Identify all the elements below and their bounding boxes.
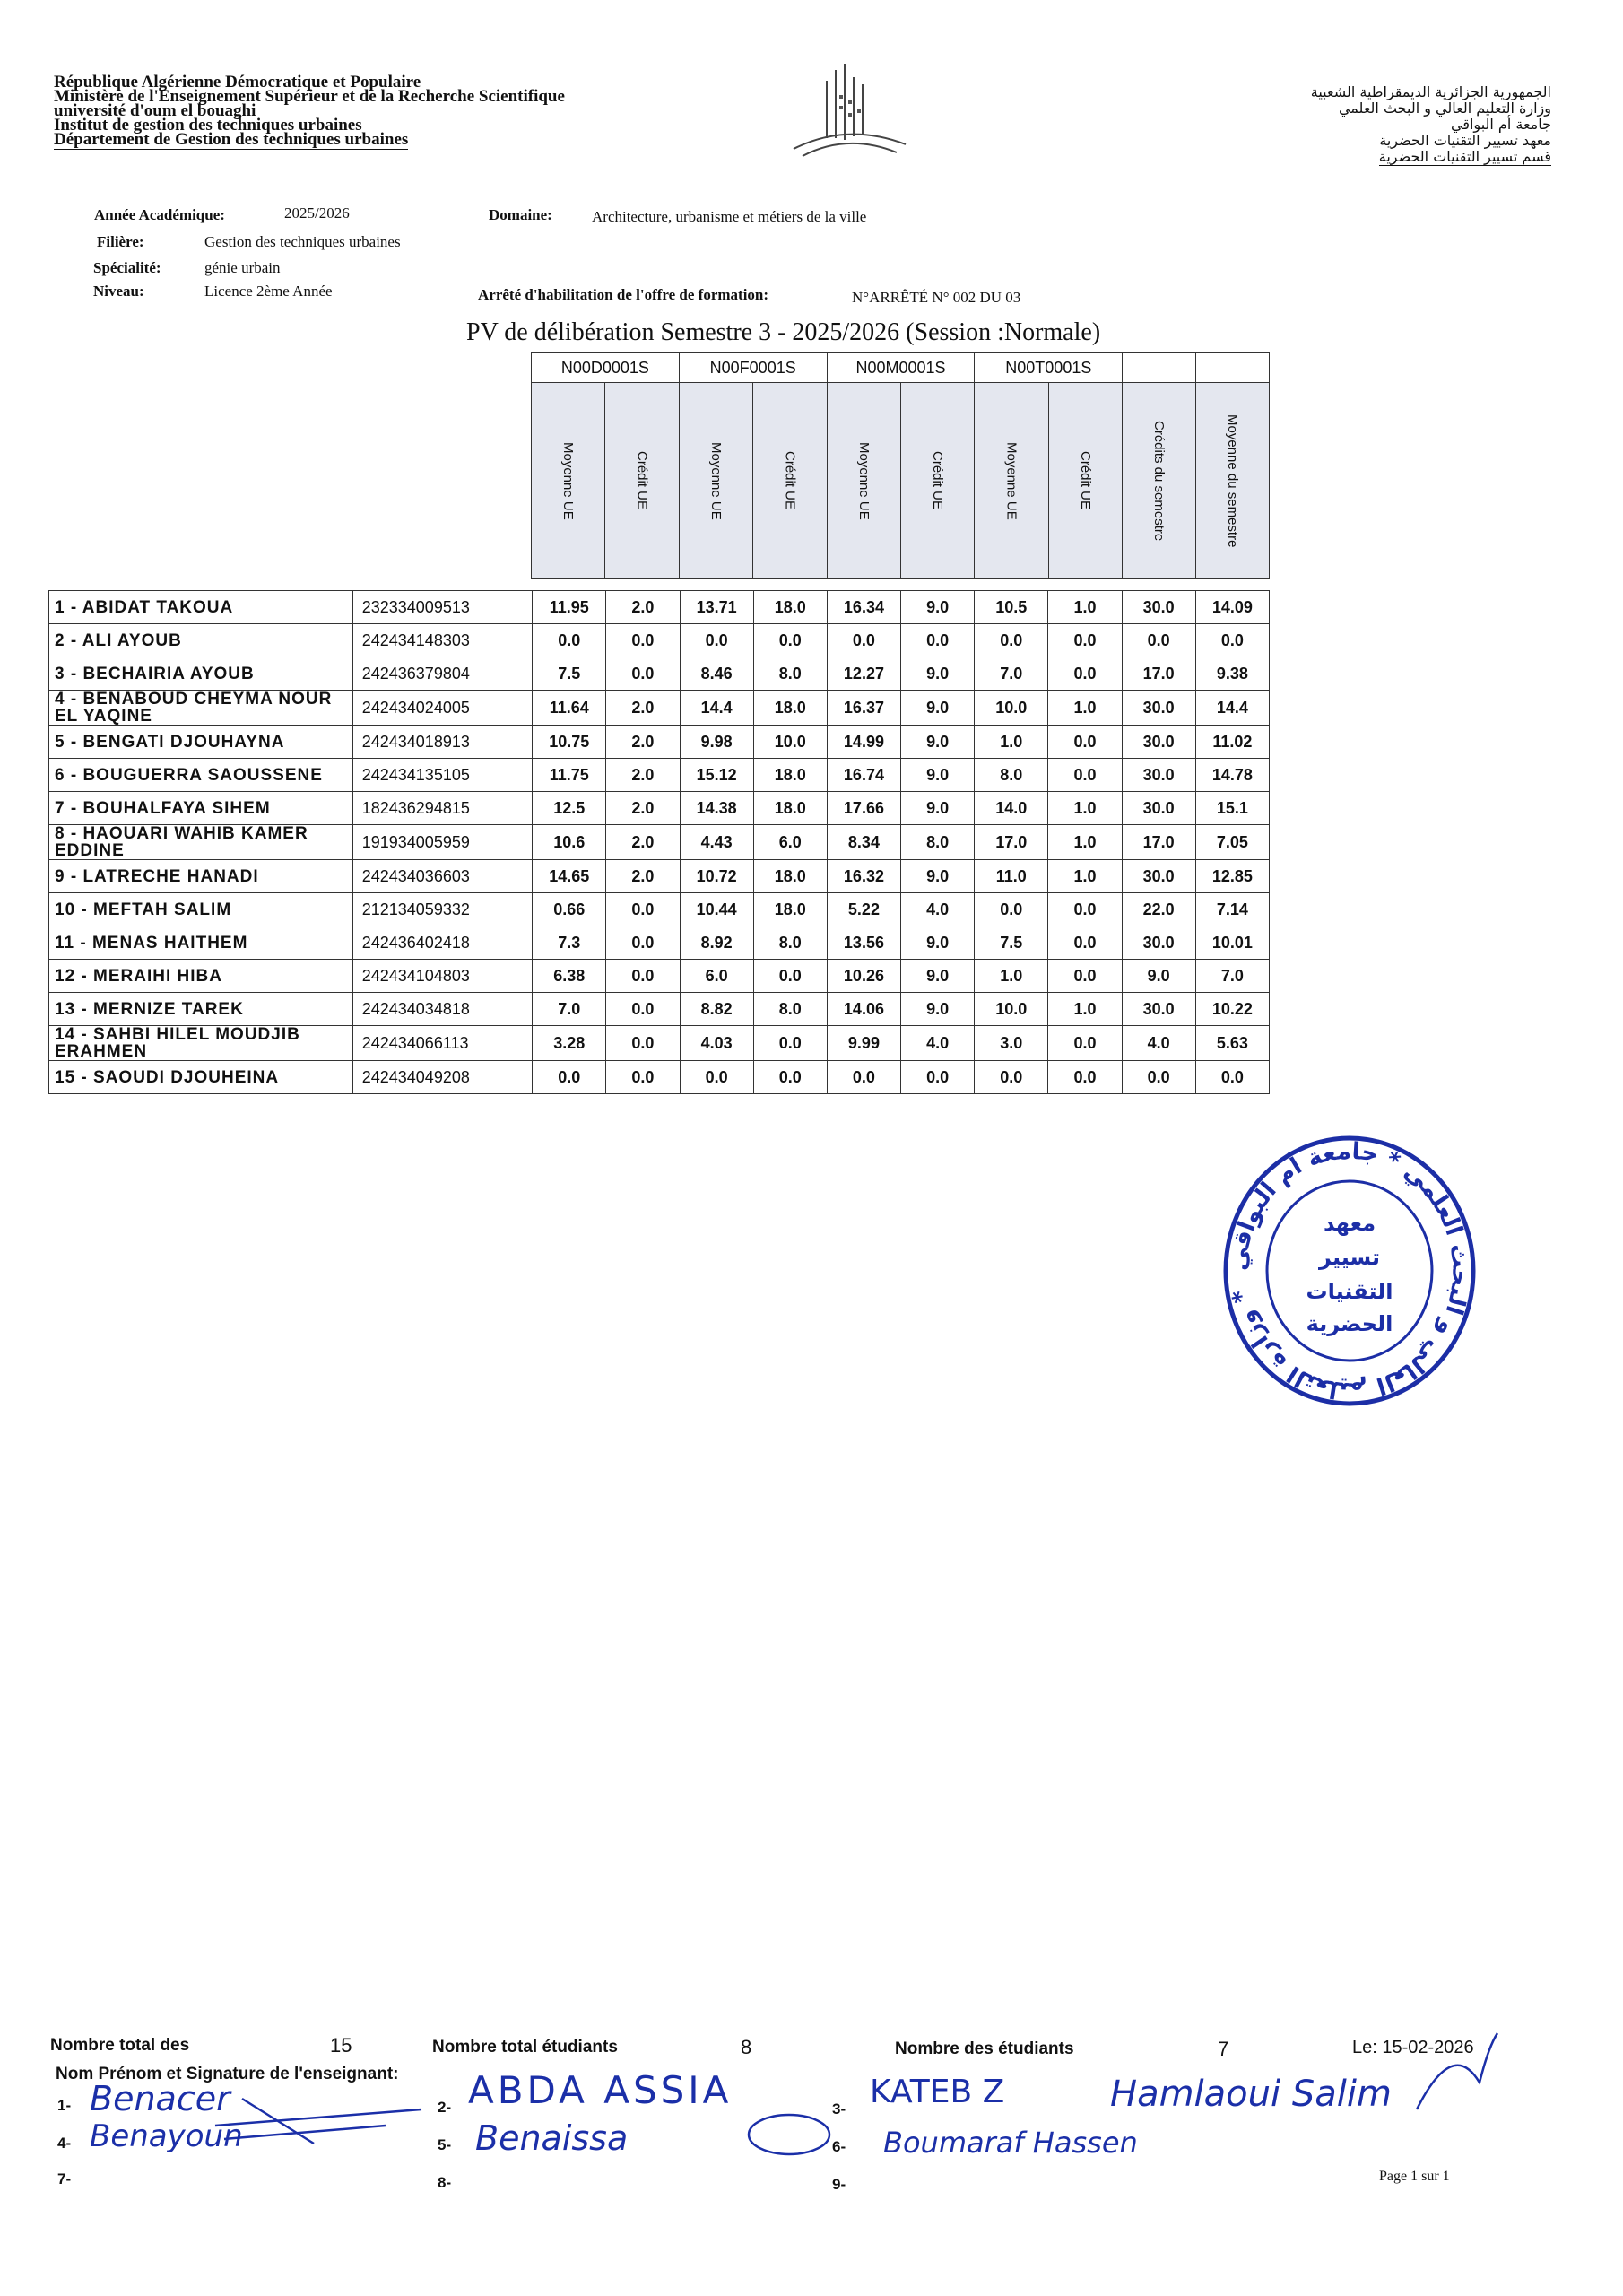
domaine-value: Architecture, urbanisme et métiers de la ville bbox=[592, 208, 867, 225]
col-credit-ue: Crédit UE bbox=[782, 451, 798, 510]
header-republic: République Algérienne Démocratique et Populaire bbox=[54, 73, 421, 91]
grade-cell: 8.46 bbox=[680, 657, 753, 691]
grade-cell: 2.0 bbox=[606, 825, 680, 860]
student-id: 242434024005 bbox=[352, 691, 532, 726]
students-table bbox=[48, 590, 1270, 1094]
grade-cell: 17.66 bbox=[827, 792, 900, 825]
grade-cell: 22.0 bbox=[1122, 893, 1195, 926]
grade-cell: 0.0 bbox=[901, 624, 975, 657]
grade-cell: 0.0 bbox=[827, 1061, 900, 1094]
sig-slot-1: 1- bbox=[57, 2097, 72, 2114]
grade-cell: 11.64 bbox=[533, 691, 606, 726]
grade-cell: 30.0 bbox=[1122, 993, 1195, 1026]
filiere-value: Gestion des techniques urbaines bbox=[204, 233, 401, 250]
grade-cell: 30.0 bbox=[1122, 726, 1195, 759]
grade-cell: 0.0 bbox=[975, 1061, 1048, 1094]
grade-cell: 9.0 bbox=[901, 759, 975, 792]
student-id: 242434135105 bbox=[352, 759, 532, 792]
table-row bbox=[49, 759, 1270, 792]
university-logo bbox=[780, 59, 915, 167]
grade-cell: 14.4 bbox=[1195, 691, 1269, 726]
grade-cell: 0.0 bbox=[975, 624, 1048, 657]
grade-cell: 9.0 bbox=[901, 691, 975, 726]
student-id: 232334009513 bbox=[352, 591, 532, 624]
grade-cell: 14.0 bbox=[975, 792, 1048, 825]
header-ministry: Ministère de l'Enseignement Supérieur et de la Recherche Scientifique bbox=[54, 87, 565, 106]
student-name: 12 - MERAIHI HIBA bbox=[49, 960, 353, 993]
grade-cell: 2.0 bbox=[606, 591, 680, 624]
sig-slot-9: 9- bbox=[832, 2176, 846, 2193]
grade-cell: 9.98 bbox=[680, 726, 753, 759]
grade-cell: 18.0 bbox=[753, 691, 827, 726]
grade-cell: 14.78 bbox=[1195, 759, 1269, 792]
grade-cell: 13.71 bbox=[680, 591, 753, 624]
table-row bbox=[49, 926, 1270, 960]
grade-cell: 0.0 bbox=[753, 624, 827, 657]
ue-code-empty-1 bbox=[1123, 353, 1196, 383]
student-name: 8 - HAOUARI WAHIB KAMER EDDINE bbox=[49, 825, 353, 860]
student-name: 13 - MERNIZE TAREK bbox=[49, 993, 353, 1026]
grade-cell: 8.0 bbox=[975, 759, 1048, 792]
grade-cell: 2.0 bbox=[606, 860, 680, 893]
grade-cell: 12.85 bbox=[1195, 860, 1269, 893]
grade-cell: 10.26 bbox=[827, 960, 900, 993]
grade-cell: 0.0 bbox=[975, 893, 1048, 926]
ue-code-2: N00F0001S bbox=[679, 353, 827, 383]
signature-6: Boumaraf Hassen bbox=[883, 2126, 1138, 2160]
grade-cell: 8.92 bbox=[680, 926, 753, 960]
grade-cell: 14.4 bbox=[680, 691, 753, 726]
grade-cell: 0.0 bbox=[680, 624, 753, 657]
grade-cell: 1.0 bbox=[1048, 691, 1122, 726]
grade-cell: 9.0 bbox=[901, 657, 975, 691]
grade-cell: 17.0 bbox=[1122, 825, 1195, 860]
student-name: 5 - BENGATI DJOUHAYNA bbox=[49, 726, 353, 759]
grade-cell: 30.0 bbox=[1122, 792, 1195, 825]
grade-cell: 14.38 bbox=[680, 792, 753, 825]
sig-slot-7: 7- bbox=[57, 2170, 72, 2187]
grade-cell: 0.0 bbox=[1122, 1061, 1195, 1094]
grade-cell: 0.0 bbox=[606, 893, 680, 926]
grade-cell: 1.0 bbox=[1048, 993, 1122, 1026]
grade-cell: 0.0 bbox=[827, 624, 900, 657]
grade-cell: 18.0 bbox=[753, 860, 827, 893]
grade-cell: 7.14 bbox=[1195, 893, 1269, 926]
grade-cell: 2.0 bbox=[606, 691, 680, 726]
student-id: 242436379804 bbox=[352, 657, 532, 691]
grade-cell: 9.0 bbox=[901, 993, 975, 1026]
filiere-label: Filière: bbox=[97, 233, 144, 250]
table-row bbox=[49, 591, 1270, 624]
grade-cell: 0.0 bbox=[606, 624, 680, 657]
grade-cell: 10.01 bbox=[1195, 926, 1269, 960]
annee-label: Année Académique: bbox=[94, 206, 225, 223]
grade-cell: 10.0 bbox=[753, 726, 827, 759]
grade-cell: 10.22 bbox=[1195, 993, 1269, 1026]
grade-cell: 3.0 bbox=[975, 1026, 1048, 1061]
student-id: 242434034818 bbox=[352, 993, 532, 1026]
grade-cell: 9.99 bbox=[827, 1026, 900, 1061]
header-ar-republic: الجمهورية الجزائرية الديمقراطية الشعبية bbox=[1310, 83, 1551, 100]
grade-cell: 0.66 bbox=[533, 893, 606, 926]
col-moyenne-ue: Moyenne UE bbox=[708, 441, 724, 520]
student-name: 11 - MENAS HAITHEM bbox=[49, 926, 353, 960]
grade-cell: 16.74 bbox=[827, 759, 900, 792]
student-id: 242436402418 bbox=[352, 926, 532, 960]
footer-nombre-etudiants-value: 7 bbox=[1218, 2038, 1229, 2060]
col-moyenne-semestre: Moyenne du semestre bbox=[1225, 413, 1241, 548]
student-name: 7 - BOUHALFAYA SIHEM bbox=[49, 792, 353, 825]
student-id: 182436294815 bbox=[352, 792, 532, 825]
student-name: 6 - BOUGUERRA SAOUSSENE bbox=[49, 759, 353, 792]
footer-nombre-etudiants-label: Nombre des étudiants bbox=[895, 2039, 1074, 2058]
header-ar-department: قسم تسيير التقنيات الحضرية bbox=[1378, 148, 1551, 165]
student-name: 9 - LATRECHE HANADI bbox=[49, 860, 353, 893]
grade-cell: 0.0 bbox=[901, 1061, 975, 1094]
grade-cell: 9.0 bbox=[1122, 960, 1195, 993]
grade-cell: 0.0 bbox=[1048, 624, 1122, 657]
header-left bbox=[54, 75, 565, 150]
specialite-value: génie urbain bbox=[204, 259, 281, 276]
student-id: 242434018913 bbox=[352, 726, 532, 759]
grade-cell: 10.0 bbox=[975, 993, 1048, 1026]
header-institute: Institut de gestion des techniques urbaines bbox=[54, 116, 362, 135]
grade-cell: 0.0 bbox=[680, 1061, 753, 1094]
table-row bbox=[49, 1026, 1270, 1061]
sig-slot-8: 8- bbox=[438, 2174, 452, 2191]
signature-3: KATEB Z bbox=[870, 2074, 1005, 2110]
table-row bbox=[49, 893, 1270, 926]
sig-slot-3: 3- bbox=[832, 2100, 846, 2118]
grade-cell: 0.0 bbox=[1048, 926, 1122, 960]
grade-cell: 18.0 bbox=[753, 792, 827, 825]
student-name: 2 - ALI AYOUB bbox=[49, 624, 353, 657]
col-credits-semestre: Crédits du semestre bbox=[1151, 420, 1167, 542]
grade-cell: 0.0 bbox=[606, 960, 680, 993]
stamp-outer-text: وزارة التعليم العالي و البحث العلمي * جامعة أم البواقي * bbox=[1225, 1137, 1474, 1405]
pv-title: PV de délibération Semestre 3 - 2025/2026 (Session :Normale) bbox=[466, 318, 1101, 346]
niveau-label: Niveau: bbox=[93, 283, 144, 300]
grade-cell: 4.43 bbox=[680, 825, 753, 860]
student-name: 1 - ABIDAT TAKOUA bbox=[49, 591, 353, 624]
student-id: 242434066113 bbox=[352, 1026, 532, 1061]
grade-cell: 1.0 bbox=[1048, 792, 1122, 825]
grade-cell: 9.0 bbox=[901, 860, 975, 893]
grade-cell: 1.0 bbox=[1048, 591, 1122, 624]
student-name: 14 - SAHBI HILEL MOUDJIB ERAHMEN bbox=[49, 1026, 353, 1061]
footer-signature-label: Nom Prénom et Signature de l'enseignant: bbox=[56, 2065, 399, 2083]
grade-cell: 0.0 bbox=[753, 1026, 827, 1061]
grade-cell: 15.1 bbox=[1195, 792, 1269, 825]
header-ar-university: جامعة أم البواقي bbox=[1451, 116, 1551, 133]
grade-cell: 14.99 bbox=[827, 726, 900, 759]
stamp-line-1: معهد bbox=[1323, 1211, 1376, 1236]
grade-cell: 1.0 bbox=[1048, 860, 1122, 893]
footer-total-etudiants-label: Nombre total étudiants bbox=[432, 2038, 618, 2057]
grade-cell: 4.0 bbox=[1122, 1026, 1195, 1061]
ue-code-4: N00T0001S bbox=[975, 353, 1123, 383]
grade-cell: 8.34 bbox=[827, 825, 900, 860]
footer-total-label: Nombre total des bbox=[50, 2036, 190, 2055]
specialite-label: Spécialité: bbox=[93, 259, 161, 276]
student-id: 242434148303 bbox=[352, 624, 532, 657]
footer-total-etudiants-value: 8 bbox=[741, 2036, 752, 2058]
grade-cell: 0.0 bbox=[1048, 960, 1122, 993]
grade-cell: 8.0 bbox=[901, 825, 975, 860]
grade-cell: 9.38 bbox=[1195, 657, 1269, 691]
institute-stamp bbox=[1219, 1132, 1480, 1410]
sig-slot-6: 6- bbox=[832, 2138, 846, 2155]
signature-3b: Hamlaoui Salim bbox=[1110, 2074, 1392, 2115]
col-moyenne-ue: Moyenne UE bbox=[855, 441, 872, 520]
domaine-label: Domaine: bbox=[489, 206, 552, 223]
table-row bbox=[49, 860, 1270, 893]
arrete-label: Arrêté d'habilitation de l'offre de formation: bbox=[478, 286, 769, 303]
grade-cell: 11.02 bbox=[1195, 726, 1269, 759]
grade-cell: 6.0 bbox=[753, 825, 827, 860]
grade-cell: 0.0 bbox=[606, 1061, 680, 1094]
grade-cell: 0.0 bbox=[1048, 1061, 1122, 1094]
grade-cell: 10.72 bbox=[680, 860, 753, 893]
grade-cell: 8.0 bbox=[753, 993, 827, 1026]
ue-code-1: N00D0001S bbox=[532, 353, 680, 383]
signature-5: Benaissa bbox=[475, 2118, 629, 2158]
table-row bbox=[49, 624, 1270, 657]
header-right-arabic bbox=[1311, 84, 1551, 166]
grade-cell: 14.06 bbox=[827, 993, 900, 1026]
grade-cell: 8.0 bbox=[753, 926, 827, 960]
col-credit-ue: Crédit UE bbox=[930, 451, 946, 510]
grade-cell: 7.0 bbox=[1195, 960, 1269, 993]
sig-slot-5: 5- bbox=[438, 2136, 452, 2153]
col-credit-ue: Crédit UE bbox=[634, 451, 650, 510]
grade-cell: 3.28 bbox=[533, 1026, 606, 1061]
grade-cell: 4.03 bbox=[680, 1026, 753, 1061]
grade-cell: 8.82 bbox=[680, 993, 753, 1026]
col-moyenne-ue: Moyenne UE bbox=[560, 441, 577, 520]
grade-cell: 13.56 bbox=[827, 926, 900, 960]
header-ar-institute: معهد تسيير التقنيات الحضرية bbox=[1379, 132, 1551, 149]
grade-cell: 0.0 bbox=[533, 624, 606, 657]
grade-cell: 0.0 bbox=[1048, 893, 1122, 926]
grade-cell: 6.0 bbox=[680, 960, 753, 993]
signature-stroke-1 bbox=[206, 2090, 430, 2152]
grade-cell: 7.5 bbox=[975, 926, 1048, 960]
grade-cell: 0.0 bbox=[1048, 726, 1122, 759]
table-row bbox=[49, 657, 1270, 691]
grade-cell: 14.09 bbox=[1195, 591, 1269, 624]
grade-cell: 18.0 bbox=[753, 893, 827, 926]
grade-cell: 9.0 bbox=[901, 960, 975, 993]
grade-cell: 0.0 bbox=[1048, 1026, 1122, 1061]
sig-slot-2: 2- bbox=[438, 2099, 452, 2116]
grade-cell: 7.3 bbox=[533, 926, 606, 960]
grade-cell: 18.0 bbox=[753, 591, 827, 624]
grade-cell: 0.0 bbox=[1048, 759, 1122, 792]
col-moyenne-ue: Moyenne UE bbox=[1003, 441, 1020, 520]
page-number: Page 1 sur 1 bbox=[1379, 2169, 1450, 2184]
grade-cell: 1.0 bbox=[1048, 825, 1122, 860]
grade-cell: 0.0 bbox=[1048, 657, 1122, 691]
header-ar-ministry: وزارة التعليم العالي و البحث العلمي bbox=[1338, 100, 1551, 117]
grade-cell: 4.0 bbox=[901, 893, 975, 926]
grade-cell: 0.0 bbox=[753, 960, 827, 993]
grade-cell: 5.22 bbox=[827, 893, 900, 926]
table-row bbox=[49, 792, 1270, 825]
grade-cell: 11.75 bbox=[533, 759, 606, 792]
grade-cell: 0.0 bbox=[1195, 624, 1269, 657]
grade-cell: 11.0 bbox=[975, 860, 1048, 893]
grade-cell: 9.0 bbox=[901, 926, 975, 960]
grade-cell: 0.0 bbox=[606, 657, 680, 691]
table-row bbox=[49, 960, 1270, 993]
grade-cell: 2.0 bbox=[606, 792, 680, 825]
grade-cell: 15.12 bbox=[680, 759, 753, 792]
grade-cell: 10.75 bbox=[533, 726, 606, 759]
grade-cell: 10.44 bbox=[680, 893, 753, 926]
header-university: université d'oum el bouaghi bbox=[54, 101, 256, 120]
grade-cell: 16.32 bbox=[827, 860, 900, 893]
grade-cell: 0.0 bbox=[606, 1026, 680, 1061]
header-department: Département de Gestion des techniques urbaines bbox=[54, 130, 409, 149]
grade-cell: 12.5 bbox=[533, 792, 606, 825]
grade-cell: 8.0 bbox=[753, 657, 827, 691]
grade-cell: 5.63 bbox=[1195, 1026, 1269, 1061]
grade-cell: 0.0 bbox=[1122, 624, 1195, 657]
grade-cell: 14.65 bbox=[533, 860, 606, 893]
grade-cell: 30.0 bbox=[1122, 591, 1195, 624]
grade-cell: 4.0 bbox=[901, 1026, 975, 1061]
signature-4: Benayoun bbox=[90, 2118, 243, 2154]
grade-cell: 10.6 bbox=[533, 825, 606, 860]
grade-cell: 0.0 bbox=[533, 1061, 606, 1094]
grade-cell: 2.0 bbox=[606, 726, 680, 759]
table-row bbox=[49, 1061, 1270, 1094]
ue-code-empty-2 bbox=[1196, 353, 1270, 383]
grade-cell: 16.34 bbox=[827, 591, 900, 624]
table-row bbox=[49, 726, 1270, 759]
ue-code-3: N00M0001S bbox=[827, 353, 975, 383]
grade-cell: 0.0 bbox=[1195, 1061, 1269, 1094]
table-row bbox=[49, 691, 1270, 726]
footer-total-value: 15 bbox=[330, 2034, 352, 2057]
student-id: 242434049208 bbox=[352, 1061, 532, 1094]
grade-cell: 9.0 bbox=[901, 591, 975, 624]
grade-cell: 1.0 bbox=[975, 726, 1048, 759]
stamp-line-2: تسيير bbox=[1319, 1245, 1380, 1270]
grade-cell: 18.0 bbox=[753, 759, 827, 792]
grade-cell: 7.0 bbox=[975, 657, 1048, 691]
signature-1: Benacer bbox=[90, 2079, 230, 2118]
grade-cell: 16.37 bbox=[827, 691, 900, 726]
grade-cell: 1.0 bbox=[975, 960, 1048, 993]
grade-cell: 17.0 bbox=[1122, 657, 1195, 691]
signature-stroke-2 bbox=[735, 2090, 843, 2161]
student-name: 10 - MEFTAH SALIM bbox=[49, 893, 353, 926]
stamp-line-3: التقنيات bbox=[1306, 1279, 1393, 1304]
signature-stroke-3 bbox=[1399, 2029, 1506, 2127]
table-row bbox=[49, 993, 1270, 1026]
student-id: 191934005959 bbox=[352, 825, 532, 860]
grade-cell: 12.27 bbox=[827, 657, 900, 691]
col-credit-ue: Crédit UE bbox=[1078, 451, 1094, 510]
student-id: 242434104803 bbox=[352, 960, 532, 993]
signature-2: ABDA ASSIA bbox=[468, 2068, 733, 2112]
arrete-value: N°ARRÊTÉ N° 002 DU 03 bbox=[852, 289, 1021, 306]
sig-slot-4: 4- bbox=[57, 2135, 72, 2152]
grade-cell: 0.0 bbox=[606, 926, 680, 960]
grade-cell: 10.5 bbox=[975, 591, 1048, 624]
grade-cell: 7.5 bbox=[533, 657, 606, 691]
niveau-value: Licence 2ème Année bbox=[204, 283, 333, 300]
grade-cell: 11.95 bbox=[533, 591, 606, 624]
stamp-line-4: الحضرية bbox=[1306, 1311, 1393, 1336]
student-id: 212134059332 bbox=[352, 893, 532, 926]
table-row bbox=[49, 825, 1270, 860]
grade-cell: 0.0 bbox=[606, 993, 680, 1026]
annee-value: 2025/2026 bbox=[284, 204, 350, 222]
grade-cell: 30.0 bbox=[1122, 860, 1195, 893]
grade-cell: 7.0 bbox=[533, 993, 606, 1026]
grade-cell: 7.05 bbox=[1195, 825, 1269, 860]
student-name: 3 - BECHAIRIA AYOUB bbox=[49, 657, 353, 691]
grade-cell: 0.0 bbox=[753, 1061, 827, 1094]
student-name: 4 - BENABOUD CHEYMA NOUR EL YAQINE bbox=[49, 691, 353, 726]
grade-cell: 10.0 bbox=[975, 691, 1048, 726]
ue-header-table bbox=[531, 352, 1270, 579]
grade-cell: 30.0 bbox=[1122, 759, 1195, 792]
grade-cell: 30.0 bbox=[1122, 691, 1195, 726]
student-id: 242434036603 bbox=[352, 860, 532, 893]
grade-cell: 6.38 bbox=[533, 960, 606, 993]
grade-cell: 2.0 bbox=[606, 759, 680, 792]
grade-cell: 17.0 bbox=[975, 825, 1048, 860]
footer-date: Le: 15-02-2026 bbox=[1352, 2038, 1474, 2057]
grade-cell: 9.0 bbox=[901, 792, 975, 825]
grade-cell: 30.0 bbox=[1122, 926, 1195, 960]
grade-cell: 9.0 bbox=[901, 726, 975, 759]
student-name: 15 - SAOUDI DJOUHEINA bbox=[49, 1061, 353, 1094]
